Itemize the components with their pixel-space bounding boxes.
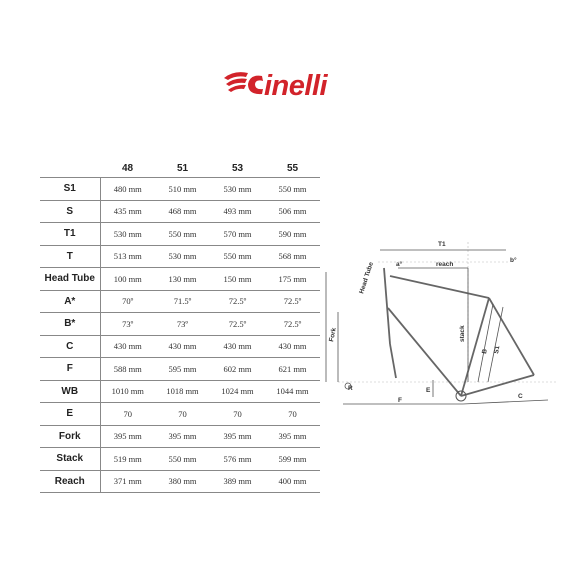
- label-b-tube: B: [481, 348, 489, 355]
- row-label: Stack: [40, 448, 100, 471]
- geometry-row: [40, 335, 320, 358]
- geometry-row: [40, 448, 320, 471]
- geometry-row: [40, 425, 320, 448]
- svg-text:inelli: inelli: [264, 70, 328, 102]
- size-header-row: [40, 159, 320, 178]
- geometry-row: [40, 358, 320, 381]
- geometry-cell: 568 mm: [265, 245, 320, 268]
- geometry-row: [40, 200, 320, 223]
- geometry-cell: 380 mm: [155, 470, 210, 493]
- geometry-cell: 389 mm: [210, 470, 265, 493]
- geometry-cell: 430 mm: [100, 335, 155, 358]
- row-label: T1: [40, 223, 100, 246]
- label-s1: S1: [493, 345, 502, 355]
- geometry-cell: 72.5º: [210, 290, 265, 313]
- label-e: E: [426, 387, 431, 394]
- geometry-cell: 570 mm: [210, 223, 265, 246]
- geometry-cell: 1010 mm: [100, 380, 155, 403]
- winged-c-logo-icon: [222, 64, 357, 104]
- geometry-cell: 530 mm: [210, 178, 265, 201]
- header-corner: [40, 159, 100, 178]
- geometry-cell: 550 mm: [155, 448, 210, 471]
- geometry-cell: 506 mm: [265, 200, 320, 223]
- size-header: 53: [231, 162, 244, 174]
- geometry-cell: 550 mm: [210, 245, 265, 268]
- geometry-cell: 590 mm: [265, 223, 320, 246]
- geometry-row: [40, 245, 320, 268]
- geometry-cell: 530 mm: [155, 245, 210, 268]
- geometry-table-body: [40, 178, 320, 493]
- row-label: C: [40, 335, 100, 358]
- geometry-row: [40, 403, 320, 426]
- geometry-cell: 480 mm: [100, 178, 155, 201]
- geometry-table: [40, 159, 320, 493]
- geometry-cell: 70: [265, 403, 320, 426]
- label-f: F: [398, 397, 402, 404]
- row-label: S: [40, 200, 100, 223]
- row-label: Reach: [40, 470, 100, 493]
- size-header: 55: [286, 162, 299, 174]
- label-c: C: [518, 393, 523, 400]
- label-head-tube: Head Tube: [358, 261, 376, 295]
- row-label: B*: [40, 313, 100, 336]
- geometry-cell: 595 mm: [155, 358, 210, 381]
- geometry-cell: 430 mm: [265, 335, 320, 358]
- geometry-cell: 550 mm: [155, 223, 210, 246]
- label-a-angle: a°: [396, 261, 403, 268]
- geometry-cell: 468 mm: [155, 200, 210, 223]
- geometry-cell: 70: [210, 403, 265, 426]
- geometry-cell: 395 mm: [155, 425, 210, 448]
- geometry-cell: 435 mm: [100, 200, 155, 223]
- geometry-cell: 175 mm: [265, 268, 320, 291]
- row-label: E: [40, 403, 100, 426]
- geometry-cell: 150 mm: [210, 268, 265, 291]
- geometry-cell: 1024 mm: [210, 380, 265, 403]
- geometry-cell: 395 mm: [210, 425, 265, 448]
- label-t1: T1: [438, 241, 446, 248]
- row-label: A*: [40, 290, 100, 313]
- geometry-cell: 130 mm: [155, 268, 210, 291]
- geometry-cell: 73º: [155, 313, 210, 336]
- geometry-row: [40, 380, 320, 403]
- geometry-cell: 72.5º: [265, 313, 320, 336]
- label-stack: stack: [459, 325, 466, 342]
- geometry-row: [40, 470, 320, 493]
- row-label: S1: [40, 178, 100, 201]
- geometry-cell: 1044 mm: [265, 380, 320, 403]
- geometry-cell: 73º: [100, 313, 155, 336]
- cinelli-logo: [222, 64, 357, 104]
- geometry-cell: 493 mm: [210, 200, 265, 223]
- geometry-cell: 599 mm: [265, 448, 320, 471]
- geometry-cell: 70: [155, 403, 210, 426]
- geometry-cell: 430 mm: [155, 335, 210, 358]
- size-header: 51: [176, 162, 189, 174]
- geometry-row: [40, 290, 320, 313]
- geometry-cell: 71.5º: [155, 290, 210, 313]
- geometry-cell: 588 mm: [100, 358, 155, 381]
- size-header: 48: [121, 162, 134, 174]
- row-label: WB: [40, 380, 100, 403]
- geometry-cell: 576 mm: [210, 448, 265, 471]
- geometry-cell: 395 mm: [265, 425, 320, 448]
- frame-geometry-diagram: [318, 232, 563, 422]
- label-fork: Fork: [328, 327, 338, 343]
- label-r: R: [348, 385, 353, 392]
- row-label: Head Tube: [40, 268, 100, 291]
- geometry-row: [40, 178, 320, 201]
- geometry-row: [40, 268, 320, 291]
- geometry-cell: 1018 mm: [155, 380, 210, 403]
- geometry-cell: 513 mm: [100, 245, 155, 268]
- geometry-cell: 530 mm: [100, 223, 155, 246]
- row-label: F: [40, 358, 100, 381]
- geometry-cell: 430 mm: [210, 335, 265, 358]
- geometry-row: [40, 313, 320, 336]
- row-label: T: [40, 245, 100, 268]
- geometry-row: [40, 223, 320, 246]
- geometry-cell: 395 mm: [100, 425, 155, 448]
- geometry-cell: 400 mm: [265, 470, 320, 493]
- geometry-cell: 70º: [100, 290, 155, 313]
- geometry-cell: 100 mm: [100, 268, 155, 291]
- label-reach: reach: [436, 261, 454, 268]
- geometry-cell: 510 mm: [155, 178, 210, 201]
- geometry-cell: 519 mm: [100, 448, 155, 471]
- label-b-angle: b°: [510, 257, 517, 264]
- geometry-cell: 371 mm: [100, 470, 155, 493]
- row-label: Fork: [40, 425, 100, 448]
- geometry-cell: 72.5º: [210, 313, 265, 336]
- geometry-cell: 72.5º: [265, 290, 320, 313]
- geometry-cell: 550 mm: [265, 178, 320, 201]
- geometry-cell: 602 mm: [210, 358, 265, 381]
- geometry-cell: 621 mm: [265, 358, 320, 381]
- geometry-cell: 70: [100, 403, 155, 426]
- bike-frame-icon: [318, 232, 563, 422]
